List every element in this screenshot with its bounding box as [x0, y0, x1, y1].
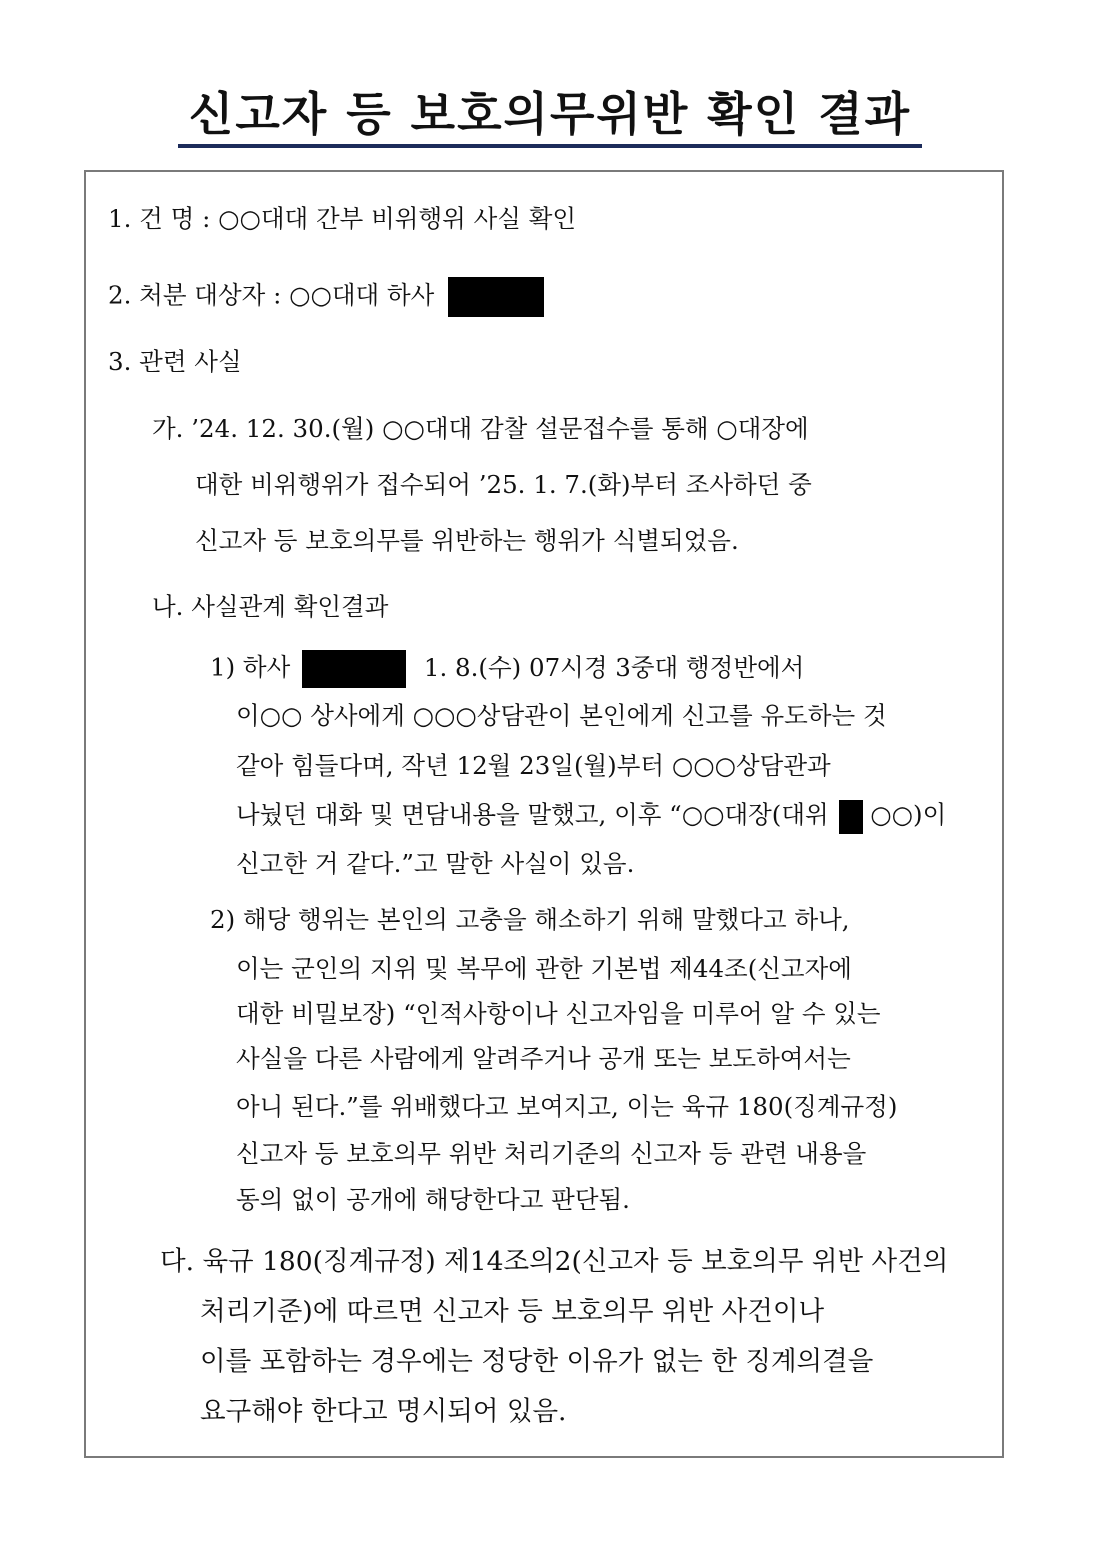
redaction-block [448, 277, 544, 317]
para-ga-line-3: 신고자 등 보호의무를 위반하는 행위가 식별되었음. [195, 526, 739, 555]
redaction-block [302, 650, 406, 688]
item-target-row [108, 277, 544, 317]
para-na-2-line-4: 사실을 다른 사람에게 알려주거나 공개 또는 보도하여서는 [236, 1044, 851, 1073]
item-target: 2. 처분 대상자 : ○○대대 하사 [108, 280, 435, 310]
para-na-2-line-7: 동의 없이 공개에 해당한다고 판단됨. [236, 1185, 630, 1214]
para-na-2-line-3: 대한 비밀보장) “인적사항이나 신고자임을 미루어 알 수 있는 [236, 999, 881, 1028]
para-na-2-line-2: 이는 군인의 지위 및 복무에 관한 기본법 제44조(신고자에 [236, 954, 852, 983]
redaction-block [839, 800, 863, 834]
para-na-1-line-2: 이○○ 상사에게 ○○○상담관이 본인에게 신고를 유도하는 것 [236, 701, 887, 730]
para-da-line-2: 처리기준)에 따르면 신고자 등 보호의무 위반 사건이나 [200, 1296, 825, 1327]
para-da-line-3: 이를 포함하는 경우에는 정당한 이유가 없는 한 징계의결을 [200, 1346, 874, 1377]
title-underline [178, 144, 922, 148]
para-na-1-line-4 [236, 799, 946, 834]
sub-1-label: 1) 하사 [210, 652, 291, 682]
item-case-name: 1. 건 명 : ○○대대 간부 비위행위 사실 확인 [108, 204, 577, 233]
para-na-heading: 나. 사실관계 확인결과 [152, 592, 389, 621]
para-ga-line-1: 가. ’24. 12. 30.(월) ○○대대 감찰 설문접수를 통해 ○대장에 [152, 414, 809, 443]
para-na-2-line-6: 신고자 등 보호의무 위반 처리기준의 신고자 등 관련 내용을 [236, 1139, 867, 1168]
para-da-line-1: 다. 육규 180(징계규정) 제14조의2(신고자 등 보호의무 위반 사건의 [160, 1246, 949, 1277]
para-na-1-line-5: 신고한 거 같다.”고 말한 사실이 있음. [236, 849, 635, 878]
para-na-1-line-3: 같아 힘들다며, 작년 12월 23일(월)부터 ○○○상담관과 [236, 751, 831, 780]
para-na-2-line-1: 2) 해당 행위는 본인의 고충을 해소하기 위해 말했다고 하나, [210, 905, 850, 934]
para-na-1-line-1 [210, 650, 804, 688]
sub-1-quote-start: 나눴던 대화 및 면담내용을 말했고, 이후 “○○대장(대위 [236, 800, 829, 829]
item-related-facts: 3. 관련 사실 [108, 347, 242, 376]
para-ga-line-2: 대한 비위행위가 접수되어 ’25. 1. 7.(화)부터 조사하던 중 [195, 470, 812, 499]
sub-1-text: 1. 8.(수) 07시경 3중대 행정반에서 [423, 652, 805, 682]
para-na-2-line-5: 아니 된다.”를 위배했다고 보여지고, 이는 육규 180(징계규정) [236, 1092, 898, 1121]
sub-1-quote-end: ○○)이 [870, 800, 947, 829]
document-title: 신고자 등 보호의무위반 확인 결과 [188, 87, 912, 141]
para-da-line-4: 요구해야 한다고 명시되어 있음. [200, 1396, 567, 1427]
